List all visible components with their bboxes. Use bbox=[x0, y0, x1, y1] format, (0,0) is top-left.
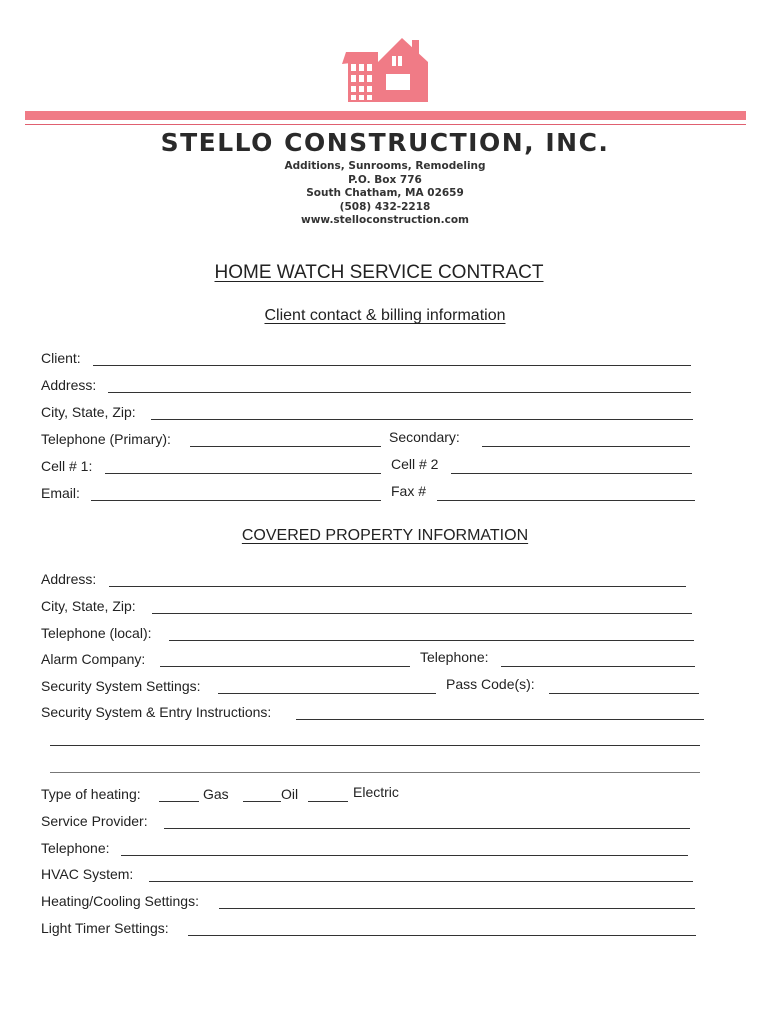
service-provider-row bbox=[41, 813, 706, 831]
telephone-local-label: Telephone (local): bbox=[41, 625, 152, 641]
client-row bbox=[41, 350, 701, 368]
light-timer-label: Light Timer Settings: bbox=[41, 920, 169, 936]
address-field[interactable] bbox=[108, 392, 691, 393]
entry-instructions-label: Security System & Entry Instructions: bbox=[41, 704, 272, 720]
telephone2-field[interactable] bbox=[121, 855, 688, 856]
house-logo bbox=[342, 36, 432, 104]
property-city-label: City, State, Zip: bbox=[41, 598, 136, 614]
heating-cooling-label: Heating/Cooling Settings: bbox=[41, 893, 199, 909]
telephone-local-row bbox=[41, 625, 706, 643]
client-field[interactable] bbox=[93, 365, 691, 366]
cell-row bbox=[41, 458, 701, 476]
property-address-row bbox=[41, 571, 706, 589]
company-tagline: Additions, Sunrooms, Remodeling bbox=[284, 160, 486, 172]
light-timer-row bbox=[41, 920, 706, 938]
fax-label: Fax # bbox=[391, 483, 427, 499]
client-section-title: Client contact & billing information bbox=[264, 307, 506, 324]
city-state-zip-field[interactable] bbox=[151, 419, 693, 420]
alarm-company-label: Alarm Company: bbox=[41, 651, 146, 667]
address-label: Address: bbox=[41, 377, 97, 393]
cell2-label: Cell # 2 bbox=[391, 456, 439, 472]
cell1-field[interactable] bbox=[105, 473, 381, 474]
telephone-primary-label: Telephone (Primary): bbox=[41, 431, 171, 447]
electric-label: Electric bbox=[353, 784, 399, 800]
security-settings-field[interactable] bbox=[218, 693, 436, 694]
company-phone: (508) 432-2218 bbox=[339, 200, 431, 213]
secondary-field[interactable] bbox=[482, 446, 690, 447]
header-band bbox=[25, 111, 746, 120]
company-name: STELLO CONSTRUCTION, INC. bbox=[160, 128, 610, 157]
heating-cooling-row bbox=[41, 893, 706, 911]
fax-field[interactable] bbox=[437, 500, 695, 501]
entry-instructions-field[interactable] bbox=[296, 719, 704, 720]
heating-cooling-field[interactable] bbox=[219, 908, 695, 909]
company-website: www.stelloconstruction.com bbox=[301, 214, 469, 226]
cell1-label: Cell # 1: bbox=[41, 458, 93, 474]
security-settings-label: Security System Settings: bbox=[41, 678, 201, 694]
hvac-system-field[interactable] bbox=[149, 881, 693, 882]
pass-codes-label: Pass Code(s): bbox=[446, 676, 535, 692]
property-city-field[interactable] bbox=[152, 613, 692, 614]
gas-label: Gas bbox=[203, 786, 229, 802]
oil-field[interactable] bbox=[243, 801, 281, 802]
alarm-row bbox=[41, 651, 706, 669]
property-city-row bbox=[41, 598, 706, 616]
service-provider-field[interactable] bbox=[164, 828, 690, 829]
entry-instructions-line-2[interactable] bbox=[50, 745, 700, 746]
entry-instructions-line-3[interactable] bbox=[50, 772, 700, 773]
cell2-field[interactable] bbox=[451, 473, 692, 474]
city-row bbox=[41, 404, 701, 422]
alarm-telephone-field[interactable] bbox=[501, 666, 695, 667]
hvac-row bbox=[41, 866, 706, 884]
telephone2-row bbox=[41, 840, 706, 858]
pass-codes-field[interactable] bbox=[549, 693, 699, 694]
telephone-local-field[interactable] bbox=[169, 640, 694, 641]
hvac-system-label: HVAC System: bbox=[41, 866, 134, 882]
secondary-label: Secondary: bbox=[389, 429, 460, 445]
property-address-field[interactable] bbox=[109, 586, 686, 587]
light-timer-field[interactable] bbox=[188, 935, 696, 936]
type-of-heating-label: Type of heating: bbox=[41, 786, 141, 802]
telephone-row bbox=[41, 431, 701, 449]
city-state-zip-label: City, State, Zip: bbox=[41, 404, 136, 420]
security-settings-row bbox=[41, 678, 706, 696]
oil-label: Oil bbox=[281, 786, 299, 802]
email-row bbox=[41, 485, 701, 503]
property-address-label: Address: bbox=[41, 571, 97, 587]
address-row bbox=[41, 377, 701, 395]
property-section-title: COVERED PROPERTY INFORMATION bbox=[241, 527, 529, 544]
entry-instructions-row bbox=[41, 704, 711, 722]
gas-field[interactable] bbox=[159, 801, 199, 802]
header-rule bbox=[25, 124, 746, 125]
email-field[interactable] bbox=[91, 500, 381, 501]
client-label: Client: bbox=[41, 350, 81, 366]
company-city: South Chatham, MA 02659 bbox=[306, 187, 464, 199]
electric-field[interactable] bbox=[308, 801, 348, 802]
company-po-box: P.O. Box 776 bbox=[348, 173, 422, 186]
email-label: Email: bbox=[41, 485, 80, 501]
form-title: HOME WATCH SERVICE CONTRACT bbox=[214, 262, 544, 283]
alarm-company-field[interactable] bbox=[160, 666, 410, 667]
telephone-primary-field[interactable] bbox=[190, 446, 381, 447]
heating-row bbox=[41, 786, 541, 804]
company-address-block bbox=[0, 160, 770, 228]
alarm-telephone-label: Telephone: bbox=[420, 649, 489, 665]
telephone2-label: Telephone: bbox=[41, 840, 110, 856]
service-provider-label: Service Provider: bbox=[41, 813, 148, 829]
